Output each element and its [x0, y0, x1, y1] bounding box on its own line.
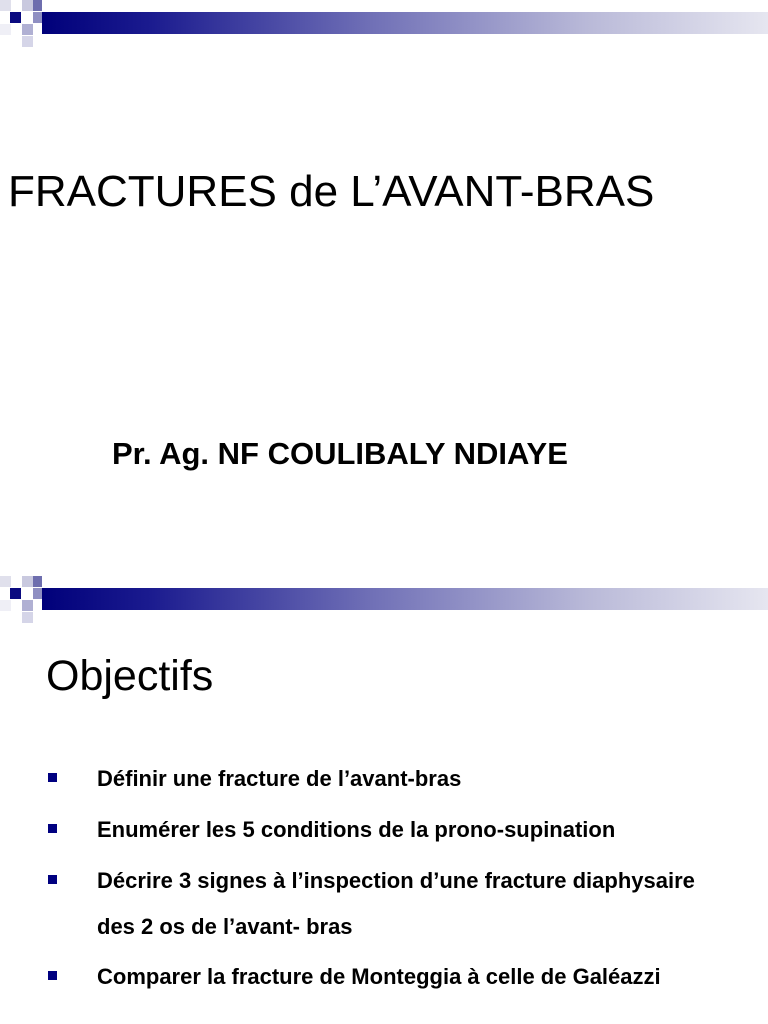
square-bullet-icon — [48, 773, 57, 782]
list-item-text: Décrire 3 signes à l’inspection d’une fracture diaphysaire des 2 os de l’avant- bras — [97, 868, 695, 939]
list-item-text: Définir une fracture de l’avant-bras — [97, 766, 462, 791]
slide-title: Objectifs — [46, 652, 214, 700]
decor-square — [33, 0, 42, 11]
square-bullet-icon — [48, 971, 57, 980]
decor-square — [0, 24, 11, 35]
decor-square — [22, 0, 33, 11]
decor-square — [0, 0, 11, 11]
objectives-list — [0, 576, 768, 1024]
decor-square — [22, 36, 33, 47]
list-item-text: Enumérer les 5 conditions de la prono-supination — [97, 817, 616, 842]
decor-square — [33, 12, 42, 23]
list-item-text: Comparer la fracture de Monteggia à celle de Galéazzi — [97, 964, 661, 989]
decor-square — [10, 12, 21, 23]
presentation-title: FRACTURES de L’AVANT-BRAS — [8, 167, 655, 216]
header-decoration — [0, 0, 768, 48]
header-gradient-bar — [42, 12, 768, 34]
square-bullet-icon — [48, 824, 57, 833]
objectifs-slide — [0, 576, 768, 1024]
presenter-name: Pr. Ag. NF COULIBALY NDIAYE — [112, 436, 568, 471]
square-bullet-icon — [48, 875, 57, 884]
decor-square — [22, 24, 33, 35]
